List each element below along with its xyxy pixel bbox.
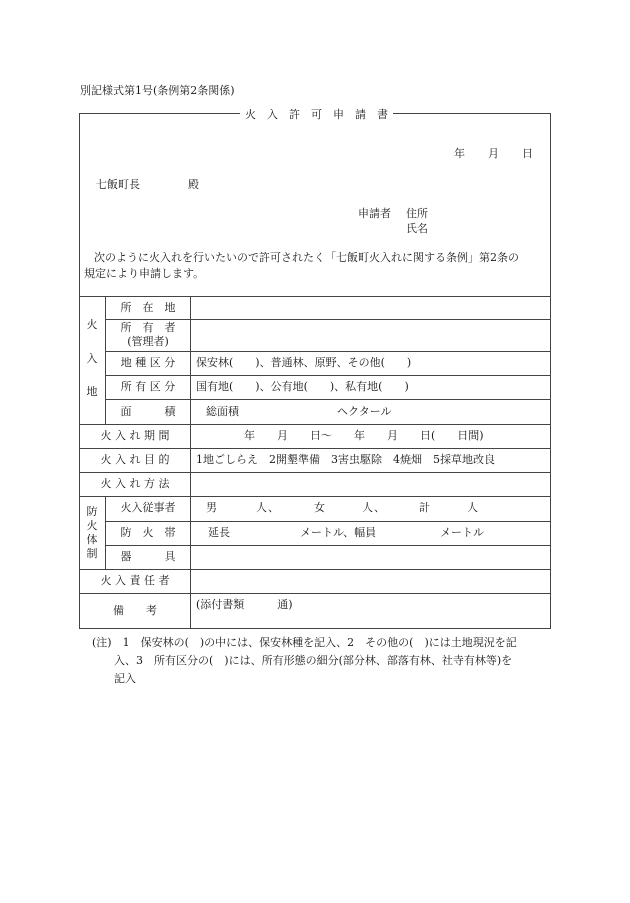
method-label: 火 入 れ 方 法 <box>100 477 170 490</box>
prevention-group-char-1: 防 <box>86 505 98 518</box>
remarks-label: 備 考 <box>113 604 157 617</box>
addressee-name: 七飯町長 <box>96 178 140 191</box>
workers-sep-1: 、 <box>268 501 279 514</box>
date-day: 日 <box>522 147 533 160</box>
prevention-group-char-3: 体 <box>86 533 98 546</box>
manager-label: (管理者) <box>127 335 169 348</box>
category-value: 保安林( )、普通林、原野、その他( ) <box>196 356 412 369</box>
ownership-label: 所 有 区 分 <box>120 380 176 393</box>
firebreak-unit: メートル <box>440 526 484 539</box>
equipment-label: 器 具 <box>120 550 176 563</box>
date-month: 月 <box>488 147 499 160</box>
date-year: 年 <box>454 147 465 160</box>
period-value: 年 月 日〜 年 月 日( 日間) <box>244 429 484 442</box>
location-label: 所 在 地 <box>120 301 176 314</box>
owner-label: 所 有 者 <box>120 321 176 334</box>
applicant-label: 申請者 <box>358 207 391 220</box>
firebreak-width: メートル、幅員 <box>300 526 377 539</box>
statement-line2: 規定により申請します。 <box>84 267 205 280</box>
applicant-address-label: 住所 <box>406 207 428 220</box>
firebreak-length: 延長 <box>208 526 230 539</box>
prevention-group-char-4: 制 <box>86 547 98 560</box>
notes-line1: (注) 1 保安林の( )の中には、保安林種を記入、2 その他の( )には土地現況を記 <box>92 636 517 649</box>
workers-total-unit: 人 <box>467 501 478 514</box>
workers-label: 火入従事者 <box>120 501 176 514</box>
remarks-value: (添付書類 通) <box>196 598 293 611</box>
workers-female: 女 <box>314 501 325 514</box>
workers-male: 男 <box>206 501 217 514</box>
notes-line2: 入、3 所有区分の( )には、所有形態の細分(部分林、部落有林、社寺有林等)を <box>114 654 513 667</box>
applicant-name-label: 氏名 <box>406 222 428 235</box>
prevention-group-char-2: 火 <box>86 519 98 532</box>
area-label: 面 積 <box>120 405 176 418</box>
workers-sep-2: 、 <box>374 501 385 514</box>
responsible-label: 火 入 責 任 者 <box>100 574 170 587</box>
statement-line1: 次のように火入れを行いたいので許可されたく「七飯町火入れに関する条例」第2条の <box>94 251 519 264</box>
area-prefix: 総面積 <box>206 405 239 418</box>
category-label: 地 種 区 分 <box>120 356 176 369</box>
land-group-char-2: 入 <box>86 352 98 365</box>
land-group-char-3: 地 <box>86 385 98 398</box>
workers-total: 計 <box>419 501 430 514</box>
form-title: 火 入 許 可 申 請 書 <box>245 108 388 121</box>
land-group-char-1: 火 <box>86 318 98 331</box>
workers-male-unit: 人 <box>256 501 267 514</box>
addressee-honorific: 殿 <box>188 178 199 191</box>
area-unit: ヘクタール <box>337 405 392 418</box>
firebreak-label: 防 火 帯 <box>120 526 176 539</box>
period-label: 火 入 れ 期 間 <box>100 429 170 442</box>
ownership-value: 国有地( )、公有地( )、私有地( ) <box>196 380 409 393</box>
purpose-label: 火 入 れ 目 的 <box>100 453 170 466</box>
purpose-value: 1地ごしらえ 2開墾準備 3害虫駆除 4焼畑 5採草地改良 <box>196 453 495 466</box>
workers-female-unit: 人 <box>362 501 373 514</box>
notes-line3: 記入 <box>114 672 136 685</box>
form-label: 別記様式第1号(条例第2条関係) <box>80 84 235 97</box>
